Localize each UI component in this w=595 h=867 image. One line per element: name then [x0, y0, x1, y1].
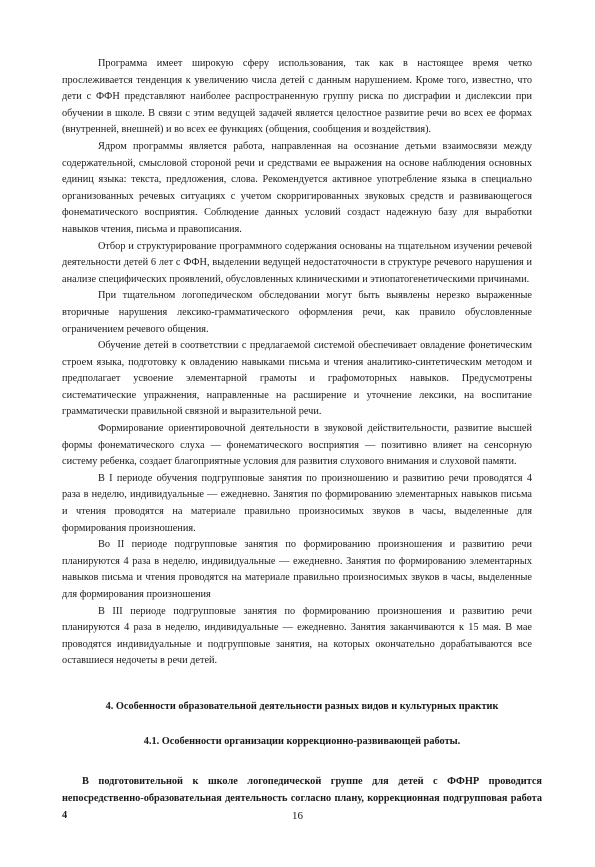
paragraph: При тщательном логопедическом обследовании могут быть выявлены нерезко выраженные вторичные нарушения лексико-грамматического оформления речи, как правило обусловленные ограничением речевого общения.: [62, 290, 532, 335]
paragraph: В подготовительной к школе логопедической группе для детей с ФФНР проводится непосредственно-образовательная деятельность согласно плану, коррекционная подгрупповая работа 4: [62, 776, 542, 821]
paragraph: В III периоде подгрупповые занятия по формированию произношения и развитию речи планируются 4 раза в неделю, индивидуальные — ежедневно. Занятия заканчиваются к 15 мая. В мае проводятся индивидуальные и подгрупповые занятия, на которых окончательно дорабатываются все оставшиеся недочеты в речи детей.: [62, 605, 532, 667]
paragraph: Формирование ориентировочной деятельности в звуковой действительности, развитие высшей формы фонематического слуха — фонематического восприятия — позитивно влияет на сенсорную систему ребенка, создает благоприятные условия для развития слухового внимания и слуховой памяти.: [62, 423, 532, 468]
body-text: [62, 56, 532, 670]
page-number: 16: [292, 810, 303, 822]
paragraph: Отбор и структурирование программного содержания основаны на тщательном изучении речевой деятельности детей 6 лет с ФФН, выделении ведущей недостаточности в структуре речевого нарушения и анализе специфических проявлений, обусловленных клиническими и этиопатогенетическими причинами.: [62, 240, 532, 285]
paragraph: В I периоде обучения подгрупповые занятия по произношению и развитию речи проводятся 4 раза в неделю, индивидуальные — ежедневно. Занятия по формированию элементарных навыков письма и чтения проводятся на материале правильно произносимых звуков в часы, выделенные для формирования произношения.: [62, 472, 532, 534]
paragraph: Во II периоде подгрупповые занятия по формированию произношения и развитию речи планируются 4 раза в неделю, индивидуальные — ежедневно. Занятия по формированию элементарных навыков письма и чтения проводятся на материале правильно произносимых звуков в часы, выделенные для формирования произношения: [62, 539, 532, 600]
paragraph: Программа имеет широкую сферу использования, так как в настоящее время четко прослеживается тенденция к увеличению числа детей с данным нарушением. Кроме того, известно, что дети с ФФН представляют наиболее распространенную группу риска по дисграфии и дислексии при обучении в школе. В связи с этим ведущей задачей является целостное развитие речи во всех ее формах (внутренней, внешней) и во всех ее функциях (общения, сообщения и воздействия).: [62, 58, 532, 136]
paragraph: Обучение детей в соответствии с предлагаемой системой обеспечивает овладение фонетическим строем языка, подготовку к овладению навыками письма и чтения аналитико-синтетическим методом и предполагает усвоение элементарной грамоты и графомоторных навыков. Предусмотрены систематические упражнения, направленные на расширение и уточнение лексики, на воспитание грамматически правильной связной и выразительной речи.: [62, 340, 532, 418]
section-heading: 4. Особенности образовательной деятельности разных видов и культурных практик: [105, 701, 499, 712]
subsection-heading: 4.1. Особенности организации коррекционно-развивающей работы.: [143, 736, 461, 747]
paragraph: Ядром программы является работа, направленная на осознание детьми взаимосвязи между содержательной, смысловой стороной речи и средствами ее выражения на основе наблюдения основных единиц языка: текста, предложения, слова. Рекомендуется активное употребление языка в специально организованных речевых ситуациях с учетом скорригированных звуковых средств и развивающегося фонематического восприятия. Соблюдение данных условий создаст надежную базу для выработки навыков чтения, письма и правописания.: [62, 140, 532, 235]
